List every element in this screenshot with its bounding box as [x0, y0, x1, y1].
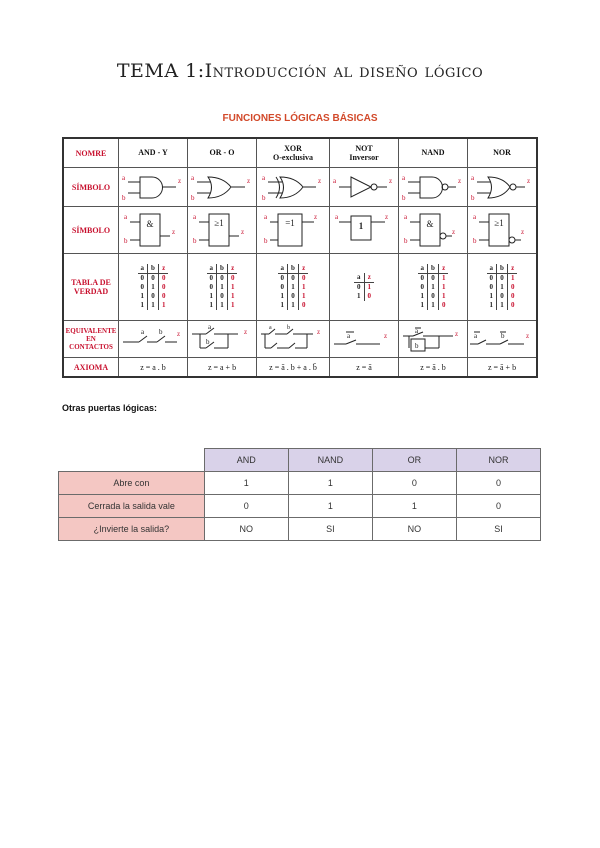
nor-contacts-icon — [468, 324, 536, 354]
table-row — [59, 495, 541, 518]
svg-text:a: a — [264, 213, 268, 221]
nand-contacts-icon — [399, 324, 467, 354]
or-contacts-icon — [188, 324, 256, 354]
nor-gate-symbol — [468, 168, 538, 207]
svg-text:≥1: ≥1 — [214, 218, 224, 228]
truth-row: 0 1 1 — [418, 283, 449, 292]
row-label-symbol-iec: SÍMBOLO — [63, 207, 119, 254]
or-iec-symbol — [188, 207, 257, 254]
gate-name-or: OR - O — [188, 138, 257, 168]
svg-text:a: a — [262, 174, 266, 182]
truth-row: 0 0 1 — [418, 274, 449, 284]
truth-row: 0 1 0 — [487, 283, 518, 292]
svg-text:a: a — [193, 213, 197, 221]
svg-text:a: a — [333, 177, 337, 185]
svg-text:z: z — [314, 213, 318, 221]
svg-text:b: b — [264, 237, 268, 245]
not-gate-symbol — [330, 168, 399, 207]
svg-text:a: a — [471, 174, 475, 182]
nor-iec-icon — [469, 210, 535, 250]
svg-text:b: b — [471, 194, 475, 202]
truth-row: 0 0 1 — [487, 274, 518, 284]
svg-text:b: b — [262, 194, 266, 202]
and-contacts — [119, 321, 188, 358]
svg-text:b: b — [193, 237, 197, 245]
truth-row: 0 0 0 — [138, 274, 169, 284]
svg-text:a: a — [402, 174, 406, 182]
truth-row: 0 0 0 — [207, 274, 238, 284]
svg-text:b: b — [473, 237, 477, 245]
xor-contacts-icon — [257, 324, 329, 354]
row-header: ¿Invierte la salida? — [59, 518, 205, 541]
nor-gate-icon — [469, 171, 535, 203]
table-cell: 1 — [372, 495, 456, 518]
xor-gate-symbol — [257, 168, 330, 207]
svg-text:z: z — [527, 177, 531, 185]
nor-axiom: z = ā + b — [468, 358, 538, 378]
truth-row: 0 1 — [354, 283, 374, 293]
svg-text:b: b — [122, 194, 126, 202]
gate-name-xor: XOR O-exclusiva — [257, 138, 330, 168]
svg-text:a: a — [124, 213, 128, 221]
svg-text:z: z — [241, 228, 245, 236]
truth-row: 1 0 1 — [207, 292, 238, 301]
gate-name-and: AND - Y — [119, 138, 188, 168]
logic-functions-table — [62, 137, 538, 378]
nor-iec-symbol — [468, 207, 538, 254]
and-iec-icon — [120, 210, 186, 250]
table-cell: 0 — [204, 495, 288, 518]
xor-iec-icon — [260, 210, 326, 250]
svg-text:z: z — [244, 328, 248, 336]
svg-text:=1: =1 — [285, 218, 295, 228]
page-title: TEMA 1:Introducción al diseño lógico — [116, 60, 484, 82]
or-iec-icon — [189, 210, 255, 250]
nand-iec-icon — [400, 210, 466, 250]
other-gates-label: Otras puertas lógicas: — [62, 403, 158, 413]
or-gate-icon — [189, 171, 255, 203]
not-iec-icon — [331, 210, 397, 250]
xor-iec-symbol — [257, 207, 330, 254]
svg-text:b: b — [415, 342, 419, 350]
xor-gate-icon — [260, 171, 326, 203]
svg-text:z: z — [526, 332, 530, 340]
xor-contacts — [257, 321, 330, 358]
xor-axiom: z = ā . b + a . b̄ — [257, 358, 330, 378]
section-subtitle: FUNCIONES LÓGICAS BÁSICAS — [222, 113, 378, 124]
table-cell: 0 — [372, 472, 456, 495]
gate-name-nand: NAND — [399, 138, 468, 168]
svg-text:z: z — [452, 228, 456, 236]
not-axiom: z = ā — [330, 358, 399, 378]
svg-text:&: & — [426, 219, 434, 229]
or-contacts — [188, 321, 257, 358]
svg-text:b: b — [404, 237, 408, 245]
or-axiom: z = a + b — [188, 358, 257, 378]
svg-text:z: z — [455, 330, 459, 338]
svg-text:a: a — [335, 213, 339, 221]
svg-text:a: a — [208, 324, 212, 331]
svg-text:z: z — [178, 177, 182, 185]
svg-text:a: a — [269, 325, 272, 331]
svg-text:b: b — [206, 338, 210, 346]
table-cell: 1 — [288, 472, 372, 495]
nor-contacts — [468, 321, 538, 358]
truth-row: 0 1 1 — [278, 283, 309, 292]
svg-text:b: b — [124, 237, 128, 245]
svg-text:a: a — [122, 174, 126, 182]
gate-name-nor: NOR — [468, 138, 538, 168]
truth-row: 1 0 0 — [138, 292, 169, 301]
table-cell: 0 — [456, 495, 540, 518]
not-gate-icon — [331, 171, 397, 203]
not-iec-symbol — [330, 207, 399, 254]
and-gate-symbol — [119, 168, 188, 207]
svg-text:z: z — [177, 330, 181, 338]
empty-corner-cell — [59, 449, 205, 472]
row-label-truth-table: TABLA DE VERDAD — [63, 254, 119, 321]
not-truth-table: a z 0 1 1 0 — [330, 254, 399, 321]
svg-text:a: a — [474, 332, 478, 340]
svg-text:a: a — [415, 327, 419, 335]
truth-row: 1 0 — [354, 292, 374, 301]
and-contacts-icon — [119, 324, 187, 354]
row-label-name: NOMRE — [63, 138, 119, 168]
nand-iec-symbol — [399, 207, 468, 254]
truth-row: 0 1 0 — [138, 283, 169, 292]
table-cell: SI — [288, 518, 372, 541]
truth-row: 0 0 0 — [278, 274, 309, 284]
svg-text:a: a — [191, 174, 195, 182]
row-header: Abre con — [59, 472, 205, 495]
not-contacts — [330, 321, 399, 358]
svg-text:b: b — [159, 328, 163, 336]
svg-text:b: b — [287, 325, 290, 331]
and-axiom: z = a . b — [119, 358, 188, 378]
nand-truth-table: a b z 0 0 1 0 1 1 1 0 1 1 1 0 — [399, 254, 468, 321]
truth-row: 1 1 1 — [207, 301, 238, 310]
table-row — [59, 518, 541, 541]
column-header: NOR — [456, 449, 540, 472]
truth-row: 1 1 0 — [278, 301, 309, 310]
svg-text:a: a — [473, 213, 477, 221]
svg-text:z: z — [247, 177, 251, 185]
row-label-symbol: SÍMBOLO — [63, 168, 119, 207]
and-truth-table: a b z 0 0 0 0 1 0 1 0 0 1 1 1 — [119, 254, 188, 321]
svg-text:z: z — [458, 177, 462, 185]
or-gate-symbol — [188, 168, 257, 207]
svg-text:z: z — [521, 228, 525, 236]
svg-text:b: b — [191, 194, 195, 202]
svg-text:≥1: ≥1 — [494, 218, 504, 228]
xor-truth-table: a b z 0 0 0 0 1 1 1 0 1 1 1 0 — [257, 254, 330, 321]
table-cell: 1 — [204, 472, 288, 495]
svg-text:b: b — [501, 332, 505, 340]
truth-row: 1 0 1 — [278, 292, 309, 301]
other-gates-table — [58, 448, 541, 541]
truth-row: 1 0 0 — [487, 292, 518, 301]
column-header: OR — [372, 449, 456, 472]
table-header-row — [59, 449, 541, 472]
truth-row: 0 1 1 — [207, 283, 238, 292]
svg-text:z: z — [384, 332, 388, 340]
column-header: NAND — [288, 449, 372, 472]
or-truth-table: a b z 0 0 0 0 1 1 1 0 1 1 1 1 — [188, 254, 257, 321]
table-cell: 0 — [456, 472, 540, 495]
table-cell: NO — [204, 518, 288, 541]
svg-text:1: 1 — [358, 221, 364, 231]
table-cell: SI — [456, 518, 540, 541]
nor-truth-table: a b z 0 0 1 0 1 0 1 0 0 1 1 0 — [468, 254, 538, 321]
and-iec-symbol — [119, 207, 188, 254]
svg-text:z: z — [385, 213, 389, 221]
svg-text:a: a — [404, 213, 408, 221]
svg-text:a: a — [141, 328, 145, 336]
gate-name-not: NOT Inversor — [330, 138, 399, 168]
svg-text:b: b — [402, 194, 406, 202]
nand-gate-symbol — [399, 168, 468, 207]
svg-text:z: z — [317, 328, 321, 336]
nand-gate-icon — [400, 171, 466, 203]
nand-contacts — [399, 321, 468, 358]
svg-text:z: z — [172, 228, 176, 236]
column-header: AND — [204, 449, 288, 472]
row-label-contacts: EQUIVALENTE EN CONTACTOS — [63, 321, 119, 358]
svg-text:z: z — [318, 177, 322, 185]
not-contacts-icon — [330, 324, 398, 354]
row-header: Cerrada la salida vale — [59, 495, 205, 518]
nand-axiom: z = ā . b — [399, 358, 468, 378]
svg-text:&: & — [146, 219, 154, 229]
table-cell: 1 — [288, 495, 372, 518]
and-gate-icon — [120, 171, 186, 203]
truth-row: 1 1 1 — [138, 301, 169, 310]
truth-row: 1 0 1 — [418, 292, 449, 301]
svg-text:z: z — [389, 177, 393, 185]
truth-row: 1 1 0 — [487, 301, 518, 310]
svg-text:a: a — [347, 332, 351, 340]
table-row — [59, 472, 541, 495]
truth-row: 1 1 0 — [418, 301, 449, 310]
table-cell: NO — [372, 518, 456, 541]
row-label-axiom: AXIOMA — [63, 358, 119, 378]
